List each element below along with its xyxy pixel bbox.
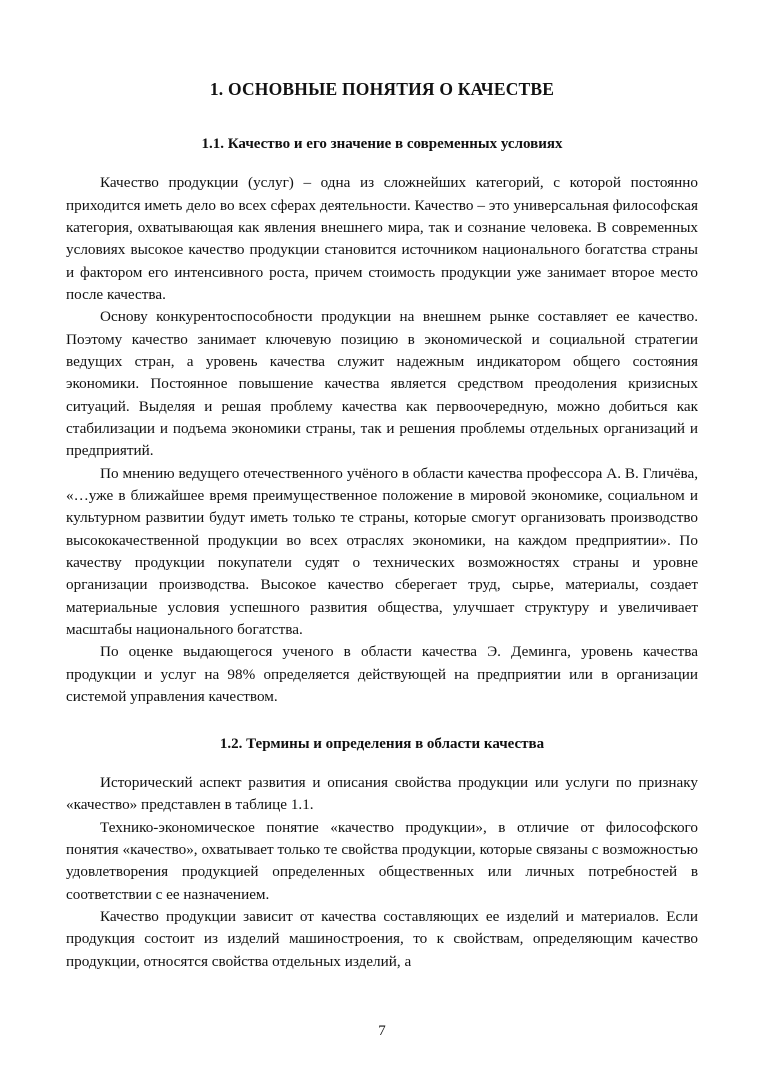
chapter-title: 1. ОСНОВНЫЕ ПОНЯТИЯ О КАЧЕСТВЕ	[209, 79, 555, 99]
section-heading-1-2: 1.2. Термины и определения в области качества	[219, 735, 545, 752]
paragraph: По оценке выдающегося ученого в области качества Э. Деминга, уровень качества продукции и услуг на 98% определяется действующей на предприятии или в организации системой управления качеством.	[66, 643, 698, 706]
paragraph: Основу конкурентоспособности продукции на внешнем рынке составляет ее качество. Поэтому качество занимает ключевую позицию в экономической и социальной стратегии ведущих стран, а уровень качества служит надежным индикатором общего состояния экономики. Постоянное повышение качества является средством преодоления кризисных ситуаций. Выделяя и решая проблему качества как первоочередную, можно добиться как стабилизации и подъема экономики страны, так и решения проблемы отдельных организаций и предприятий.	[66, 308, 698, 460]
paragraph: По мнению ведущего отечественного учёного в области качества профессора А. В. Гличёва, «…уже в ближайшее время преимущественное положение в мировой экономике, социальном и культурном развитии будут иметь только те страны, которые смогут организовать производство высококачественной продукции во всех отраслях экономики, на каждом предприятии». По качеству продукции покупатели судят о технических возможностях страны и уровне организации производства. Высокое качество сберегает труд, сырье, материалы, создает материальные условия успешного развития общества, улучшает структуру и увеличивает масштабы национального богатства.	[66, 464, 698, 639]
paragraph: Качество продукции (услуг) – одна из сложнейших категорий, с которой постоянно приходится иметь дело во всех сферах деятельности. Качество – это универсальная философская категория, охватывающая как явления внешнего мира, так и сознание человека. В современных условиях высокое качество продукции становится источником национального богатства страны и фактором его интенсивного роста, причем стоимость продукции уже занимает второе место после качества.	[66, 174, 698, 303]
section-heading-1-1: 1.1. Качество и его значение в современных условиях	[201, 135, 563, 152]
paragraph: Исторический аспект развития и описания свойства продукции или услуги по признаку «качество» представлен в таблице 1.1.	[66, 774, 698, 814]
paragraph: Технико-экономическое понятие «качество продукции», в отличие от философского понятия «качество», охватывает только те свойства продукции, которые связаны с возможностью удовлетворения продукцией определенных общественных или личных потребностей в соответствии с ее назначением.	[66, 818, 698, 903]
paragraph: Качество продукции зависит от качества составляющих ее изделий и материалов. Если продукция состоит из изделий машиностроения, то к свойствам, определяющим качество продукции, относятся свойства отдельных изделий, а	[66, 908, 698, 970]
page-number: 7	[378, 1023, 386, 1039]
